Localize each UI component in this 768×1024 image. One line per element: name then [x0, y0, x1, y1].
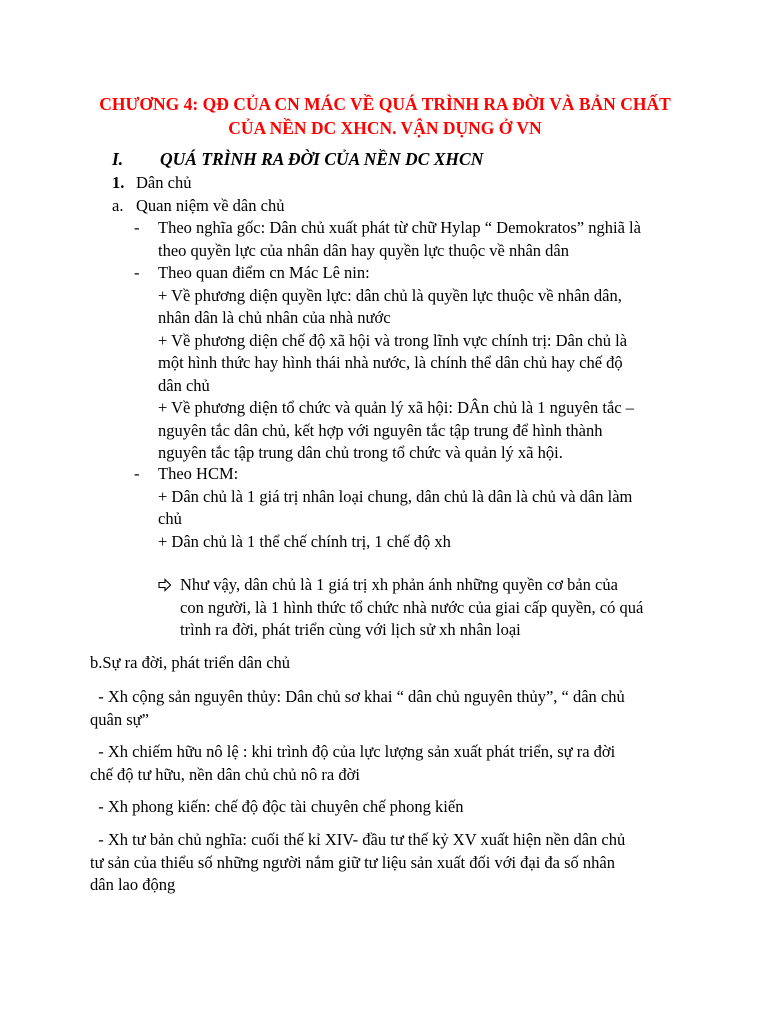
- item-text: Quan niệm về dân chủ: [136, 196, 285, 215]
- paragraph: [90, 796, 680, 819]
- section-number: I.: [112, 149, 124, 169]
- text-line: Theo HCM:: [158, 464, 239, 483]
- chapter-title: [70, 92, 700, 140]
- text-line: nhân dân là chủ nhân của nhà nước: [158, 308, 391, 327]
- text-line: + Về phương diện tổ chức và quản lý xã hội: DÂn chủ là 1 nguyên tắc –: [158, 398, 634, 417]
- text-line: + Dân chủ là 1 giá trị nhân loại chung, dân chủ là dân là chủ và dân làm: [158, 486, 633, 506]
- chapter-title-line-1: CHƯƠNG 4: QĐ CỦA CN MÁC VỀ QUÁ TRÌNH RA ĐỜI VÀ BẢN CHẤT: [99, 94, 671, 114]
- paragraph: [90, 741, 680, 786]
- item-text: Dân chủ: [136, 173, 192, 192]
- text-line: theo quyền lực của nhân dân hay quyền lực thuộc về nhân dân: [158, 240, 570, 260]
- bullet-dash: -: [134, 263, 140, 282]
- text-line: dân lao động: [90, 875, 176, 894]
- text-line: chế độ tư hữu, nền dân chủ chủ nô ra đời: [90, 764, 360, 784]
- bullet-dash: -: [134, 218, 140, 237]
- text-line: - Xh phong kiến: chế độ độc tài chuyên chế phong kiến: [90, 797, 464, 816]
- text-line: trình ra đời, phát triển cùng với lịch sử xh nhân loại: [180, 620, 521, 639]
- text-line: một hình thức hay hình thái nhà nước, là chính thể dân chủ hay chế độ: [158, 353, 623, 372]
- text-line: + Dân chủ là 1 thể chế chính trị, 1 chế độ xh: [158, 531, 451, 551]
- item-number: 1.: [112, 173, 125, 192]
- section-heading-text: QUÁ TRÌNH RA ĐỜI CỦA NỀN DC XHCN: [160, 149, 484, 169]
- text-line: + Về phương diện quyền lực: dân chủ là quyền lực thuộc về nhân dân,: [158, 285, 622, 305]
- conclusion-text: [180, 574, 688, 642]
- bullet-text: [158, 463, 688, 553]
- text-line: - Xh chiếm hữu nô lệ : khi trình độ của lực lượng sản xuất phát triển, sự ra đời: [90, 742, 616, 761]
- subsection-heading: b.Sự ra đời, phát triển dân chủ: [90, 653, 291, 672]
- bullet-text: [158, 262, 688, 465]
- paragraph: [90, 829, 680, 897]
- bullet-dash: -: [134, 464, 140, 483]
- text-line: dân chủ: [158, 375, 210, 395]
- text-line: + Về phương diện chế độ xã hội và trong lĩnh vực chính trị: Dân chủ là: [158, 330, 628, 350]
- chapter-title-line-2: CỦA NỀN DC XHCN. VẬN DỤNG Ở VN: [228, 118, 542, 138]
- text-line: Theo nghĩa gốc: Dân chủ xuất phát từ chữ Hylap “ Demokratos” nghiã là: [158, 218, 641, 237]
- bullet-text: [158, 217, 688, 262]
- item-letter: a.: [112, 196, 124, 215]
- text-line: Như vậy, dân chủ là 1 giá trị xh phản ánh những quyền cơ bản của: [180, 575, 618, 594]
- text-line: quân sự”: [90, 709, 149, 729]
- text-line: tư sản của thiểu số những người nắm giữ tư liệu sản xuất đối với đại đa số nhân: [90, 852, 616, 872]
- text-line: - Xh tư bản chủ nghĩa: cuối thế kỉ XIV- đầu tư thế kỷ XV xuất hiện nền dân chủ: [90, 830, 626, 849]
- paragraph: [90, 686, 680, 731]
- text-line: con người, là 1 hình thức tổ chức nhà nước của giai cấp quyền, có quá: [180, 597, 644, 617]
- text-line: Theo quan điểm cn Mác Lê nin:: [158, 263, 370, 282]
- text-line: - Xh cộng sản nguyên thủy: Dân chủ sơ khai “ dân chủ nguyên thủy”, “ dân chủ: [90, 687, 625, 706]
- text-line: chủ: [158, 509, 182, 528]
- text-line: nguyên tắc tập trung dân chủ trong tổ chức và quản lý xã hội.: [158, 443, 563, 462]
- text-line: nguyên tắc dân chủ, kết hợp với nguyên tắc tập trung để hình thành: [158, 420, 603, 440]
